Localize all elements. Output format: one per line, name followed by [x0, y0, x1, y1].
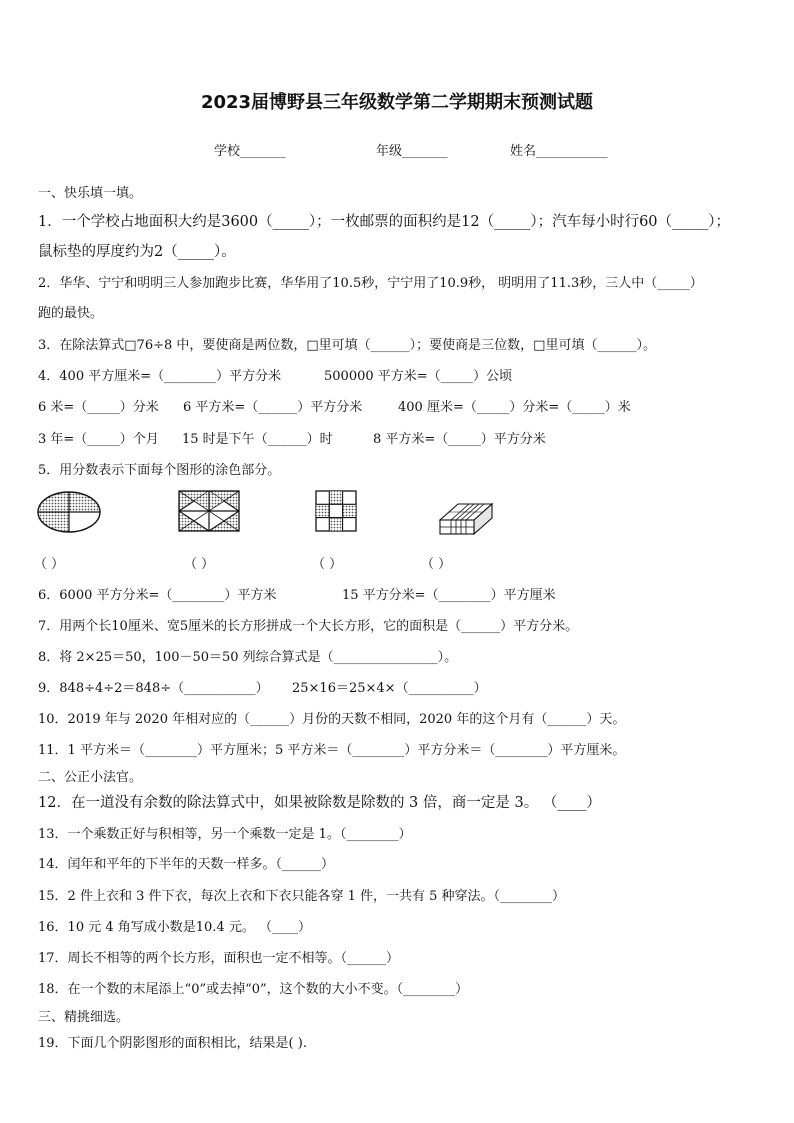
question-3: 3．在除法算式□76÷8 中，要使商是两位数，□里可填（______）；要使商是三位数，□里可填（______）。 — [38, 338, 656, 353]
question-19: 19．下面几个阴影图形的面积相比，结果是( ). — [38, 1036, 307, 1051]
question-16: 16．10 元 4 角写成小数是10.4 元。 （____） — [38, 920, 311, 935]
rectangle-rhombus-figure — [178, 490, 240, 532]
bar-bundle-figure — [436, 494, 494, 536]
question-2-line-2: 跑的最快。 — [38, 306, 104, 321]
question-9-b: 25×16＝25×4×（__________） — [292, 681, 487, 696]
question-12: 12．在一道没有余数的除法算式中，如果被除数是除数的 3 倍，商一定是 3。 （____） — [38, 795, 601, 811]
question-4-a2: 500000 平方米=（_____）公顷 — [324, 369, 513, 384]
question-1-line-2: 鼠标垫的厚度约为2（_____）。 — [38, 244, 236, 260]
question-14: 14．闰年和平年的下半年的天数一样多。（______） — [38, 857, 335, 872]
section-heading-2: 二、公正小法官。 — [38, 770, 143, 785]
question-6-b: 15 平方分米=（________）平方厘米 — [342, 588, 556, 603]
question-4-b3: 400 厘米=（_____）分米=（_____）米 — [398, 400, 631, 415]
question-18: 18．在一个数的末尾添上“0”或去掉“0”，这个数的大小不变。（________） — [38, 982, 469, 997]
question-4-a1: 4．400 平方厘米=（________）平方分米 — [38, 369, 282, 384]
question-5-answer-4[interactable]: （ ） — [421, 557, 452, 572]
question-6-a: 6．6000 平方分米=（________）平方米 — [38, 588, 277, 603]
question-5-answer-3[interactable]: （ ） — [312, 557, 343, 572]
question-11: 11．1 平方米＝（________）平方厘米；5 平方米＝（________）平方分米＝（________）平方厘米。 — [38, 743, 626, 758]
question-13: 13．一个乘数正好与积相等，另一个乘数一定是 1。（________） — [38, 827, 412, 842]
question-5: 5．用分数表示下面每个图形的涂色部分。 — [38, 463, 281, 478]
question-7: 7．用两个长10厘米、宽5厘米的长方形拼成一个大长方形，它的面积是（______）平方分米。 — [38, 619, 579, 634]
question-2-line-1: 2．华华、宁宁和明明三人参加跑步比赛，华华用了10.5秒，宁宁用了10.9秒， 明明用了11.3秒，三人中（_____） — [38, 276, 703, 291]
question-15: 15．2 件上衣和 3 件下衣，每次上衣和下衣只能各穿 1 件，一共有 5 种穿法。（________） — [38, 889, 566, 904]
section-heading-3: 三、精挑细选。 — [38, 1010, 130, 1025]
question-10: 10．2019 年与 2020 年相对应的（______）月份的天数不相同，2020 年的这个月有（______）天。 — [38, 712, 626, 727]
question-9-a: 9．848÷4÷2＝848÷（___________） — [38, 681, 269, 696]
question-4-b1: 6 米=（_____）分米 — [38, 400, 159, 415]
question-4-c3: 8 平方米=（_____）平方分米 — [373, 432, 546, 447]
grade-field[interactable]: 年级_______ — [376, 144, 448, 159]
question-4-b2: 6 平方米=（______）平方分米 — [183, 400, 363, 415]
question-1-line-1: 1．一个学校占地面积大约是3600（_____）；一枚邮票的面积约是12（_____）；汽车每小时行60（_____）； — [38, 214, 731, 230]
question-5-answer-2[interactable]: （ ） — [184, 557, 215, 572]
section-heading-1: 一、快乐填一填。 — [38, 186, 143, 201]
question-4-c1: 3 年=（_____）个月 — [38, 432, 159, 447]
question-8: 8．将 2×25＝50，100－50＝50 列综合算式是（________________）。 — [38, 650, 458, 665]
ellipse-quartered-figure — [36, 490, 102, 534]
question-4-c2: 15 时是下午（______）时 — [182, 432, 333, 447]
page-title: 2023届博野县三年级数学第二学期期末预测试题 — [200, 92, 594, 113]
grid-cross-figure — [315, 490, 357, 532]
question-5-answer-1[interactable]: （ ） — [34, 557, 65, 572]
question-17: 17．周长不相等的两个长方形，面积也一定不相等。（______） — [38, 951, 400, 966]
school-field[interactable]: 学校_______ — [214, 144, 286, 159]
name-field[interactable]: 姓名___________ — [510, 144, 608, 159]
